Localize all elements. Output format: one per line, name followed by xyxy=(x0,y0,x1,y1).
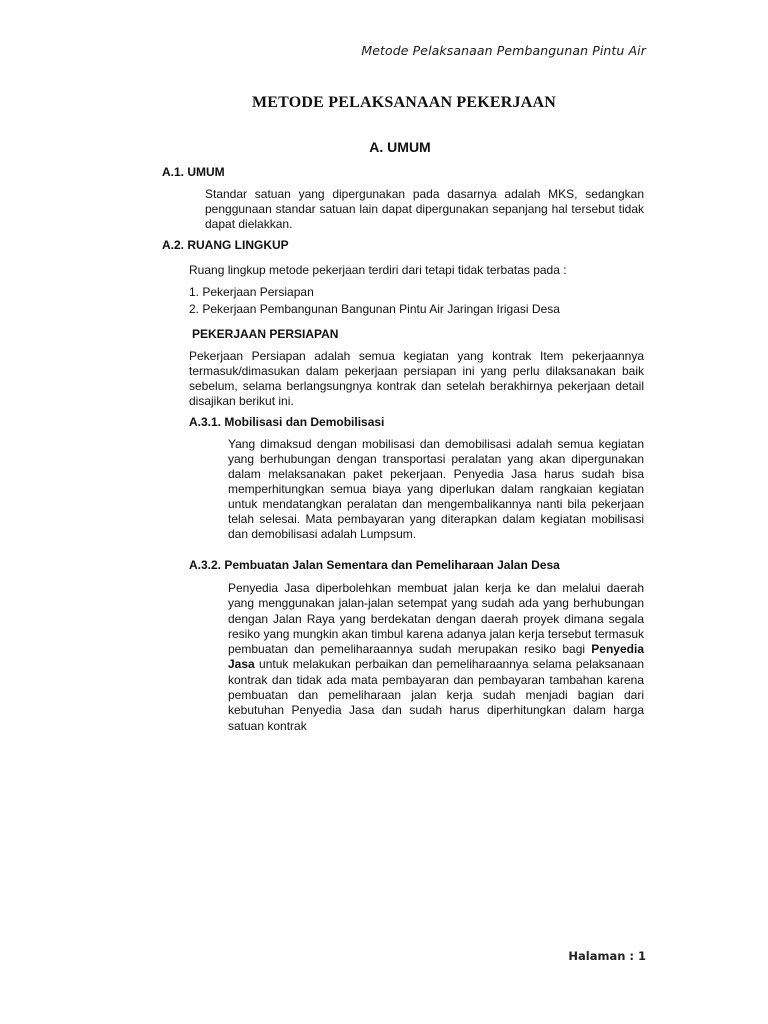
heading-a2: A.2. RUANG LINGKUP xyxy=(162,238,289,252)
paragraph-a31: Yang dimaksud dengan mobilisasi dan demobilisasi adalah semua kegiatan yang berhubungan dengan transportasi peralatan yang akan dipergunakan dalam melaksanakan paket pekerjaan. Penyedia Jasa harus sudah bisa memperhitungkan semua biaya yang diperlukan dalam rangkaian kegiatan untuk mendatangkan peralatan dan mengembalikannya nanti bila pekerjaan telah selesai. Mata pembayaran yang diterapkan dalam kegiatan mobilisasi dan demobilisasi adalah Lumpsum. xyxy=(228,437,644,541)
heading-a1: A.1. UMUM xyxy=(162,165,225,179)
paragraph-a1: Standar satuan yang dipergunakan pada dasarnya adalah MKS, sedangkan penggunaan standar satuan lain dapat dipergunakan sepanjang hal tersebut tidak dapat dielakkan. xyxy=(205,187,644,231)
heading-a32: A.3.2. Pembuatan Jalan Sementara dan Pemeliharaan Jalan Desa xyxy=(189,558,560,572)
heading-a31: A.3.1. Mobilisasi dan Demobilisasi xyxy=(189,415,385,429)
paragraph-a32 xyxy=(228,581,644,734)
page-number: Halaman : 1 xyxy=(568,949,646,963)
document-title: METODE PELAKSANAAN PEKERJAAN xyxy=(252,94,556,111)
section-title: A. UMUM xyxy=(369,139,431,155)
paragraph-a32-part2: untuk melakukan perbaikan dan pemeliharaannya selama pelaksanaan kontrak dan tidak ada mata pembayaran dan pembayaran tambahan karena pembuatan dan pemeliharaan jalan kerja sudah menjadi bagian dari kebutuhan Penyedia Jasa dan sudah harus diperhitungkan dalam harga satuan kontrak xyxy=(228,657,644,733)
paragraph-a2-intro: Ruang lingkup metode pekerjaan terdiri dari tetapi tidak terbatas pada : xyxy=(189,263,567,277)
heading-persiapan: PEKERJAAN PERSIAPAN xyxy=(192,327,339,341)
running-header: Metode Pelaksanaan Pembangunan Pintu Air xyxy=(361,43,646,58)
paragraph-a32-bold: Penyedia Jasa xyxy=(228,642,644,672)
paragraph-a32-part1: Penyedia Jasa diperbolehkan membuat jalan kerja ke dan melalui daerah yang menggunakan jalan-jalan setempat yang sudah ada yang berhubungan dengan Jalan Raya yang berdekatan dengan daerah proyek dimana segala resiko yang mungkin akan timbul karena adanya jalan kerja tersebut termasuk pembuatan dan pemeliharaannya sudah merupakan resiko bagi xyxy=(228,581,644,657)
paragraph-persiapan: Pekerjaan Persiapan adalah semua kegiatan yang kontrak Item pekerjaannya termasuk/dimasukan dalam pekerjaan persiapan ini yang perlu dilaksanakan baik sebelum, selama berlangsungnya kontrak dan setelah berakhirnya pekerjaan detail disajikan berikut ini. xyxy=(189,349,644,408)
list-item: 1. Pekerjaan Persiapan xyxy=(189,285,314,299)
list-item: 2. Pekerjaan Pembangunan Bangunan Pintu Air Jaringan Irigasi Desa xyxy=(189,302,560,316)
